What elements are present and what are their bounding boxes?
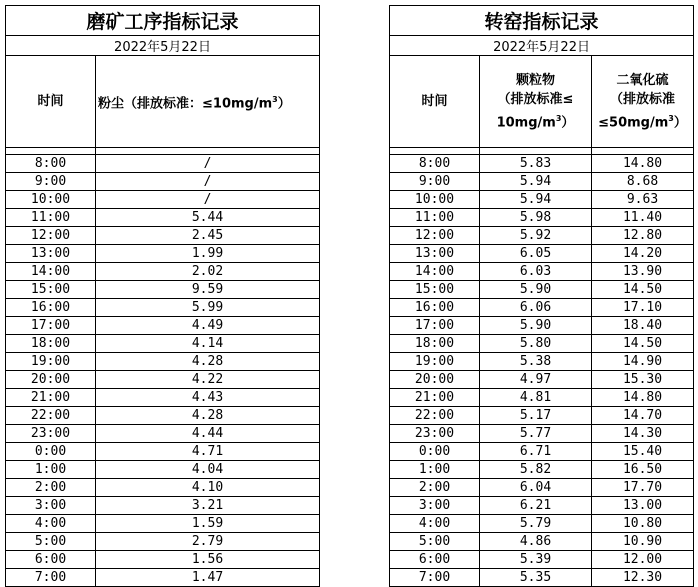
table-row (6, 317, 320, 335)
kiln-time-cell: 2:00 (390, 479, 480, 497)
table-row (6, 209, 320, 227)
table-row (390, 317, 694, 335)
table-row (6, 353, 320, 371)
mill-time-cell: 18:00 (6, 335, 96, 353)
table-row (390, 263, 694, 281)
kiln-time-cell: 23:00 (390, 425, 480, 443)
table-row (6, 515, 320, 533)
kiln-time-cell: 21:00 (390, 389, 480, 407)
kiln-pm-cell: 5.35 (480, 569, 592, 587)
kiln-header-pm-line1: 颗粒物 (515, 72, 555, 88)
mill-dust-cell: 1.59 (96, 515, 320, 533)
kiln-so2-cell: 10.80 (592, 515, 694, 533)
kiln-gap-cell (390, 148, 480, 155)
kiln-so2-cell: 18.40 (592, 317, 694, 335)
table-row (390, 209, 694, 227)
mill-header-dust-sup: 3 (272, 94, 278, 104)
kiln-time-cell: 1:00 (390, 461, 480, 479)
kiln-so2-cell: 14.80 (592, 389, 694, 407)
table-row (390, 569, 694, 587)
kiln-pm-cell: 5.77 (480, 425, 592, 443)
mill-dust-cell: 4.71 (96, 443, 320, 461)
kiln-time-cell: 14:00 (390, 263, 480, 281)
table-row (6, 425, 320, 443)
mill-date: 2022年5月22日 (6, 36, 320, 56)
table-row (390, 281, 694, 299)
kiln-so2-cell: 14.80 (592, 155, 694, 173)
mill-gap-cell (96, 148, 320, 155)
kiln-pm-cell: 6.03 (480, 263, 592, 281)
table-row (390, 443, 694, 461)
table-row (6, 461, 320, 479)
kiln-so2-cell: 14.50 (592, 281, 694, 299)
kiln-pm-cell: 5.90 (480, 281, 592, 299)
table-row (6, 479, 320, 497)
kiln-date: 2022年5月22日 (390, 36, 694, 56)
mill-time-cell: 23:00 (6, 425, 96, 443)
table-row (390, 173, 694, 191)
mill-dust-cell: 5.99 (96, 299, 320, 317)
kiln-table-body (390, 6, 694, 587)
mill-time-cell: 4:00 (6, 515, 96, 533)
kiln-pm-cell: 5.83 (480, 155, 592, 173)
kiln-pm-cell: 5.80 (480, 335, 592, 353)
table-row (6, 389, 320, 407)
table-row (6, 281, 320, 299)
kiln-so2-cell: 10.90 (592, 533, 694, 551)
mill-dust-cell: 4.14 (96, 335, 320, 353)
table-row (6, 263, 320, 281)
kiln-header-so2-line3-wrap (592, 109, 693, 132)
kiln-pm-cell: 5.79 (480, 515, 592, 533)
mill-dust-cell: 9.59 (96, 281, 320, 299)
table-row (390, 191, 694, 209)
kiln-header-pm-end: ） (561, 115, 575, 131)
mill-time-cell: 6:00 (6, 551, 96, 569)
table-row (390, 371, 694, 389)
kiln-pm-cell: 5.94 (480, 173, 592, 191)
table-row (390, 299, 694, 317)
kiln-time-cell: 17:00 (390, 317, 480, 335)
mill-gap-row (6, 148, 320, 155)
kiln-pm-cell: 5.98 (480, 209, 592, 227)
mill-record-table (5, 5, 320, 587)
table-row (390, 479, 694, 497)
kiln-so2-cell: 8.68 (592, 173, 694, 191)
table-row (6, 173, 320, 191)
kiln-pm-cell: 4.97 (480, 371, 592, 389)
mill-time-cell: 17:00 (6, 317, 96, 335)
kiln-time-cell: 18:00 (390, 335, 480, 353)
mill-time-cell: 10:00 (6, 191, 96, 209)
kiln-so2-cell: 15.30 (592, 371, 694, 389)
mill-time-cell: 1:00 (6, 461, 96, 479)
kiln-pm-cell: 6.06 (480, 299, 592, 317)
kiln-so2-cell: 9.63 (592, 191, 694, 209)
kiln-time-cell: 4:00 (390, 515, 480, 533)
kiln-pm-cell: 5.90 (480, 317, 592, 335)
kiln-time-cell: 0:00 (390, 443, 480, 461)
mill-dust-cell: / (96, 173, 320, 191)
kiln-header-pm-line3: 10mg/m (496, 115, 556, 131)
kiln-header-so2-line1: 二氧化硫 (616, 72, 669, 88)
kiln-time-cell: 5:00 (390, 533, 480, 551)
kiln-so2-cell: 14.20 (592, 245, 694, 263)
mill-time-cell: 7:00 (6, 569, 96, 587)
mill-dust-cell: 4.44 (96, 425, 320, 443)
mill-time-cell: 21:00 (6, 389, 96, 407)
kiln-gap-row (390, 148, 694, 155)
table-row (390, 551, 694, 569)
table-row (390, 533, 694, 551)
mill-time-cell: 3:00 (6, 497, 96, 515)
table-row (6, 371, 320, 389)
kiln-so2-cell: 12.00 (592, 551, 694, 569)
mill-dust-cell: 4.43 (96, 389, 320, 407)
kiln-pm-cell: 6.21 (480, 497, 592, 515)
mill-time-cell: 14:00 (6, 263, 96, 281)
table-row (390, 461, 694, 479)
kiln-time-cell: 6:00 (390, 551, 480, 569)
mill-dust-cell: 2.02 (96, 263, 320, 281)
kiln-time-cell: 9:00 (390, 173, 480, 191)
mill-dust-cell: 1.47 (96, 569, 320, 587)
mill-time-cell: 13:00 (6, 245, 96, 263)
mill-dust-cell: 4.22 (96, 371, 320, 389)
kiln-pm-cell: 5.82 (480, 461, 592, 479)
mill-time-cell: 12:00 (6, 227, 96, 245)
kiln-header-pm-sup: 3 (555, 113, 562, 123)
kiln-time-cell: 15:00 (390, 281, 480, 299)
mill-dust-cell: 4.28 (96, 407, 320, 425)
kiln-title: 转窑指标记录 (390, 6, 694, 36)
kiln-header-pm (480, 56, 592, 148)
mill-time-cell: 9:00 (6, 173, 96, 191)
kiln-time-cell: 10:00 (390, 191, 480, 209)
mill-dust-cell: 1.99 (96, 245, 320, 263)
mill-header-dust (96, 56, 320, 148)
table-row (6, 191, 320, 209)
mill-header-time: 时间 (6, 56, 96, 148)
kiln-pm-cell: 4.86 (480, 533, 592, 551)
kiln-pm-cell: 6.71 (480, 443, 592, 461)
mill-time-cell: 11:00 (6, 209, 96, 227)
table-row (390, 335, 694, 353)
table-row (6, 227, 320, 245)
kiln-so2-cell: 15.40 (592, 443, 694, 461)
kiln-so2-cell: 13.90 (592, 263, 694, 281)
kiln-pm-cell: 5.38 (480, 353, 592, 371)
kiln-so2-cell: 12.30 (592, 569, 694, 587)
kiln-pm-cell: 5.39 (480, 551, 592, 569)
kiln-pm-cell: 5.94 (480, 191, 592, 209)
table-row (6, 533, 320, 551)
kiln-header-so2 (592, 56, 694, 148)
kiln-header-so2-end: ） (673, 115, 687, 131)
mill-dust-cell: 3.21 (96, 497, 320, 515)
table-row (6, 407, 320, 425)
table-row (390, 155, 694, 173)
table-row (390, 425, 694, 443)
kiln-pm-cell: 6.05 (480, 245, 592, 263)
kiln-header-pm-line3-wrap (480, 109, 591, 132)
mill-gap-cell (6, 148, 96, 155)
mill-dust-cell: 2.45 (96, 227, 320, 245)
kiln-so2-cell: 16.50 (592, 461, 694, 479)
kiln-so2-cell: 14.90 (592, 353, 694, 371)
mill-dust-cell: 4.10 (96, 479, 320, 497)
kiln-pm-cell: 5.17 (480, 407, 592, 425)
kiln-time-cell: 12:00 (390, 227, 480, 245)
kiln-so2-cell: 17.70 (592, 479, 694, 497)
kiln-so2-cell: 12.80 (592, 227, 694, 245)
table-row (6, 497, 320, 515)
kiln-time-cell: 3:00 (390, 497, 480, 515)
kiln-header-so2-sup: 3 (668, 113, 674, 123)
table-row (6, 569, 320, 587)
mill-title: 磨矿工序指标记录 (6, 6, 320, 36)
table-row (6, 299, 320, 317)
mill-time-cell: 15:00 (6, 281, 96, 299)
kiln-time-cell: 7:00 (390, 569, 480, 587)
table-row (6, 335, 320, 353)
mill-dust-cell: / (96, 155, 320, 173)
table-row (390, 227, 694, 245)
kiln-time-cell: 8:00 (390, 155, 480, 173)
kiln-time-cell: 22:00 (390, 407, 480, 425)
kiln-pm-cell: 5.92 (480, 227, 592, 245)
table-row (390, 497, 694, 515)
kiln-header-so2-line2: （排放标准 (610, 91, 676, 107)
kiln-time-cell: 19:00 (390, 353, 480, 371)
kiln-so2-cell: 13.00 (592, 497, 694, 515)
table-row (6, 551, 320, 569)
kiln-so2-cell: 14.70 (592, 407, 694, 425)
kiln-so2-cell: 14.50 (592, 335, 694, 353)
table-row (390, 245, 694, 263)
kiln-gap-cell (480, 148, 592, 155)
kiln-pm-cell: 6.04 (480, 479, 592, 497)
kiln-time-cell: 16:00 (390, 299, 480, 317)
mill-time-cell: 22:00 (6, 407, 96, 425)
kiln-gap-cell (592, 148, 694, 155)
mill-dust-cell: / (96, 191, 320, 209)
kiln-so2-cell: 17.10 (592, 299, 694, 317)
kiln-time-cell: 11:00 (390, 209, 480, 227)
mill-header-dust-end: ） (277, 96, 291, 112)
table-row (390, 407, 694, 425)
table-row (390, 353, 694, 371)
kiln-time-cell: 13:00 (390, 245, 480, 263)
mill-dust-cell: 4.49 (96, 317, 320, 335)
table-row (6, 443, 320, 461)
mill-dust-cell: 2.79 (96, 533, 320, 551)
kiln-pm-cell: 4.81 (480, 389, 592, 407)
mill-table-body (6, 6, 320, 587)
mill-dust-cell: 4.04 (96, 461, 320, 479)
mill-time-cell: 8:00 (6, 155, 96, 173)
mill-dust-cell: 1.56 (96, 551, 320, 569)
kiln-time-cell: 20:00 (390, 371, 480, 389)
mill-time-cell: 5:00 (6, 533, 96, 551)
kiln-so2-cell: 11.40 (592, 209, 694, 227)
mill-dust-cell: 5.44 (96, 209, 320, 227)
mill-header-dust-text: 粉尘（排放标准：≤10mg/m (98, 96, 273, 112)
mill-time-cell: 20:00 (6, 371, 96, 389)
table-row (6, 155, 320, 173)
mill-time-cell: 19:00 (6, 353, 96, 371)
mill-time-cell: 2:00 (6, 479, 96, 497)
kiln-header-so2-line3: ≤50mg/m (598, 115, 669, 131)
kiln-header-time: 时间 (390, 56, 480, 148)
kiln-record-table (389, 5, 694, 587)
mill-dust-cell: 4.28 (96, 353, 320, 371)
kiln-so2-cell: 14.30 (592, 425, 694, 443)
kiln-header-pm-line2: （排放标准≤ (497, 91, 574, 107)
table-row (390, 515, 694, 533)
mill-time-cell: 16:00 (6, 299, 96, 317)
table-row (6, 245, 320, 263)
mill-time-cell: 0:00 (6, 443, 96, 461)
table-row (390, 389, 694, 407)
